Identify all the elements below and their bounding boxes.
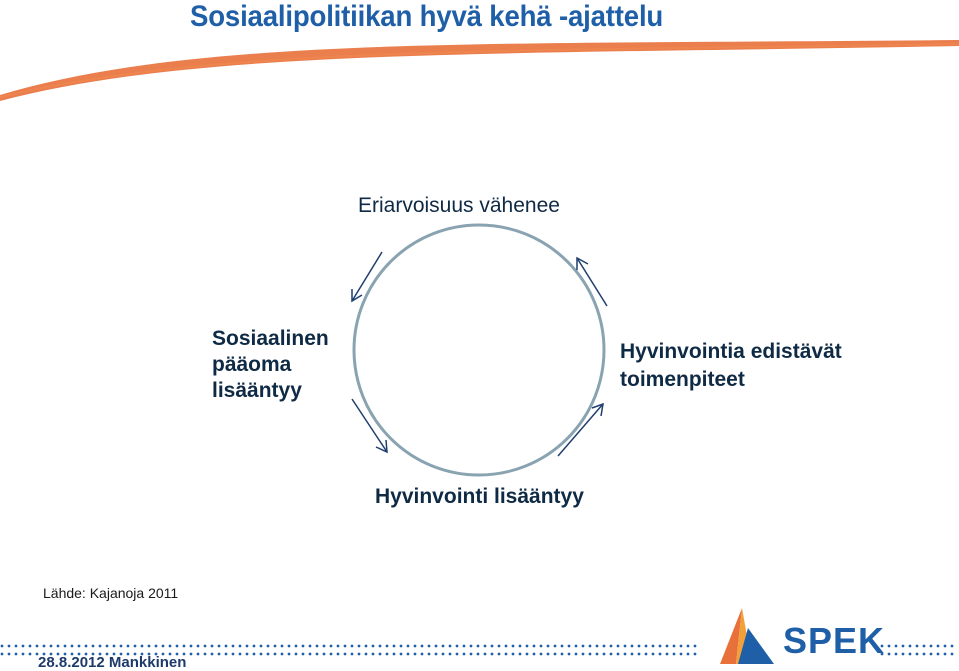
footer-dot xyxy=(937,645,940,648)
footer-dot xyxy=(533,645,536,648)
footer-dot xyxy=(694,645,697,648)
footer-dot xyxy=(645,645,648,648)
footer-dot xyxy=(407,653,410,656)
footer-dot xyxy=(909,653,912,656)
footer-dot xyxy=(540,653,543,656)
footer-dot xyxy=(281,645,284,648)
footer-dot xyxy=(895,653,898,656)
footer-dot xyxy=(155,645,158,648)
footer-dot xyxy=(127,645,130,648)
footer-dot xyxy=(540,645,543,648)
footer-dot xyxy=(916,653,919,656)
cycle-circle xyxy=(354,225,604,475)
footer-dot xyxy=(351,645,354,648)
footer-dot xyxy=(260,653,263,656)
footer-dot xyxy=(484,645,487,648)
footer-dot xyxy=(288,645,291,648)
footer-dot xyxy=(888,645,891,648)
footer-dot xyxy=(344,653,347,656)
logo-text: SPEK xyxy=(783,620,886,661)
footer-dot xyxy=(204,645,207,648)
footer-dot xyxy=(888,653,891,656)
footer-dot xyxy=(680,653,683,656)
footer-dot xyxy=(589,653,592,656)
footer-dot xyxy=(561,645,564,648)
footer-dot xyxy=(944,653,947,656)
footer-dot xyxy=(505,645,508,648)
footer-dot xyxy=(211,653,214,656)
source-citation: Lähde: Kajanoja 2011 xyxy=(43,585,179,601)
footer-dot xyxy=(435,645,438,648)
footer-dot xyxy=(218,653,221,656)
arrow-bottom-left xyxy=(352,399,387,452)
footer-dot xyxy=(204,653,207,656)
footer-dot xyxy=(232,653,235,656)
footer-dot xyxy=(923,645,926,648)
footer-dot xyxy=(463,645,466,648)
footer-dot xyxy=(393,653,396,656)
footer-dot xyxy=(470,653,473,656)
footer-dot xyxy=(526,645,529,648)
footer-dot xyxy=(547,653,550,656)
footer-dot xyxy=(1,653,4,656)
footer-dot xyxy=(169,645,172,648)
footer-dot xyxy=(568,653,571,656)
footer-dot xyxy=(190,653,193,656)
footer-dot xyxy=(951,645,954,648)
footer-dot xyxy=(610,645,613,648)
footer-dot xyxy=(85,645,88,648)
footer-dot xyxy=(386,653,389,656)
footer-dot xyxy=(323,653,326,656)
node-left-line: Sosiaalinen xyxy=(212,327,329,350)
footer-dot xyxy=(421,645,424,648)
footer-dot xyxy=(29,645,32,648)
footer-dot xyxy=(631,653,634,656)
footer-dot xyxy=(673,653,676,656)
footer-dot xyxy=(477,653,480,656)
footer-dot xyxy=(568,645,571,648)
footer-dot xyxy=(512,645,515,648)
footer-dot xyxy=(449,653,452,656)
footer-dot xyxy=(463,653,466,656)
footer-dot xyxy=(239,645,242,648)
footer-dot xyxy=(246,653,249,656)
footer-dot xyxy=(246,645,249,648)
footer-dot xyxy=(519,653,522,656)
footer-date: 28.8.2012 Mankkinen xyxy=(38,654,187,671)
footer-dot xyxy=(687,653,690,656)
footer-dot xyxy=(141,645,144,648)
footer-dot xyxy=(8,645,11,648)
footer-dot xyxy=(930,653,933,656)
footer-dot xyxy=(414,653,417,656)
footer-dot xyxy=(267,645,270,648)
node-hyvinvointi-lisaantyy: Hyvinvointi lisääntyy xyxy=(375,485,584,508)
footer-dot xyxy=(937,653,940,656)
footer-dot xyxy=(470,645,473,648)
footer-dot xyxy=(435,653,438,656)
footer-dot xyxy=(666,653,669,656)
footer-dot xyxy=(498,653,501,656)
footer-dot xyxy=(57,645,60,648)
footer-dot xyxy=(323,645,326,648)
footer-dot xyxy=(309,645,312,648)
footer-dot xyxy=(652,653,655,656)
footer-dot xyxy=(596,645,599,648)
footer-dot xyxy=(596,653,599,656)
footer-dot xyxy=(909,645,912,648)
footer-dot xyxy=(498,645,501,648)
footer-dot xyxy=(589,645,592,648)
footer-dot xyxy=(106,645,109,648)
footer-dot xyxy=(575,645,578,648)
footer-dot xyxy=(582,645,585,648)
footer-dot xyxy=(358,653,361,656)
footer-dot xyxy=(316,645,319,648)
footer-dot xyxy=(895,645,898,648)
footer-dot xyxy=(134,645,137,648)
footer-dot xyxy=(15,645,18,648)
footer-dot xyxy=(449,645,452,648)
footer-dot xyxy=(295,653,298,656)
footer-dot xyxy=(197,645,200,648)
footer-dot xyxy=(624,645,627,648)
footer-dot xyxy=(582,653,585,656)
footer-dot xyxy=(281,653,284,656)
footer-dot xyxy=(358,645,361,648)
footer-dot xyxy=(400,645,403,648)
footer-dot xyxy=(687,645,690,648)
footer-dot xyxy=(659,645,662,648)
node-right-line: Hyvinvointia edistävät xyxy=(620,340,842,363)
footer-dot xyxy=(71,645,74,648)
footer-dot xyxy=(512,653,515,656)
footer-dot xyxy=(225,645,228,648)
footer-dot xyxy=(22,645,25,648)
footer-dot xyxy=(8,653,11,656)
node-hyvinvointia-edistavat xyxy=(620,338,842,394)
footer-dot xyxy=(554,653,557,656)
footer-dot xyxy=(50,645,53,648)
footer-dot xyxy=(379,653,382,656)
footer-dot xyxy=(64,645,67,648)
footer-dot xyxy=(92,645,95,648)
footer-dot xyxy=(930,645,933,648)
footer-dot xyxy=(197,653,200,656)
footer-dot xyxy=(99,645,102,648)
footer-dot xyxy=(274,653,277,656)
footer-dot xyxy=(673,645,676,648)
footer-dot xyxy=(603,653,606,656)
footer-dot xyxy=(624,653,627,656)
footer-dot xyxy=(428,653,431,656)
footer-dot xyxy=(239,653,242,656)
node-left-line: lisääntyy xyxy=(212,379,302,402)
footer-dot xyxy=(477,645,480,648)
footer-dot xyxy=(902,645,905,648)
footer-dot xyxy=(916,645,919,648)
footer-dot xyxy=(365,645,368,648)
footer-dot xyxy=(288,653,291,656)
footer-dot xyxy=(22,653,25,656)
node-eriarvoisuus: Eriarvoisuus vähenee xyxy=(358,194,560,217)
footer-dot xyxy=(547,645,550,648)
footer-dot xyxy=(631,645,634,648)
footer-dot xyxy=(267,653,270,656)
footer-dot xyxy=(456,653,459,656)
footer-dot xyxy=(680,645,683,648)
footer-dot xyxy=(638,653,641,656)
footer-dot xyxy=(491,653,494,656)
footer-dot xyxy=(421,653,424,656)
footer-dot xyxy=(176,645,179,648)
footer-dot xyxy=(652,645,655,648)
footer-dot xyxy=(302,653,305,656)
footer-dot xyxy=(645,653,648,656)
footer-dot xyxy=(295,645,298,648)
footer-dot xyxy=(330,653,333,656)
footer-dot xyxy=(944,645,947,648)
footer-dot xyxy=(554,645,557,648)
footer-dot xyxy=(393,645,396,648)
footer-dot xyxy=(456,645,459,648)
footer-dot xyxy=(386,645,389,648)
footer-dot xyxy=(372,645,375,648)
footer-dot xyxy=(505,653,508,656)
footer-dot xyxy=(148,645,151,648)
node-sosiaalinen-paaoma xyxy=(212,326,329,404)
footer-dot xyxy=(372,653,375,656)
node-left-line: pääoma xyxy=(212,353,292,376)
slide-title: Sosiaalipolitiikan hyvä kehä -ajattelu xyxy=(190,0,664,33)
footer-dot xyxy=(442,653,445,656)
footer-dot xyxy=(330,645,333,648)
footer-dot xyxy=(659,653,662,656)
footer-dot xyxy=(1,645,4,648)
footer-dot xyxy=(225,653,228,656)
footer-dot xyxy=(617,645,620,648)
footer-dot xyxy=(610,653,613,656)
footer-dot xyxy=(274,645,277,648)
footer-dot xyxy=(902,653,905,656)
footer-dot xyxy=(694,653,697,656)
footer-dot xyxy=(603,645,606,648)
footer-dot xyxy=(519,645,522,648)
node-right-line: toimenpiteet xyxy=(620,368,745,391)
footer-dot xyxy=(365,653,368,656)
footer-dot xyxy=(617,653,620,656)
footer-dot xyxy=(491,645,494,648)
footer-dot xyxy=(113,645,116,648)
footer-dot xyxy=(923,653,926,656)
footer-dot xyxy=(561,653,564,656)
footer-dot xyxy=(337,645,340,648)
footer-dot xyxy=(484,653,487,656)
footer-dot xyxy=(218,645,221,648)
footer-dot xyxy=(414,645,417,648)
footer-dot xyxy=(78,645,81,648)
footer-dot xyxy=(15,653,18,656)
footer-dot xyxy=(253,653,256,656)
footer-dot xyxy=(575,653,578,656)
footer-dot xyxy=(36,645,39,648)
footer-dot xyxy=(407,645,410,648)
footer-dot xyxy=(526,653,529,656)
footer-dot xyxy=(183,645,186,648)
footer-dot xyxy=(428,645,431,648)
footer-dot xyxy=(190,645,193,648)
footer-dot xyxy=(379,645,382,648)
footer-dot xyxy=(533,653,536,656)
footer-dot xyxy=(316,653,319,656)
footer-dot xyxy=(400,653,403,656)
footer-dot xyxy=(638,645,641,648)
spek-flame-logo-icon xyxy=(712,606,782,668)
footer-dot xyxy=(337,653,340,656)
footer-dot xyxy=(309,653,312,656)
footer-dot xyxy=(344,645,347,648)
footer-dot xyxy=(232,645,235,648)
footer-dot xyxy=(211,645,214,648)
footer-dot xyxy=(120,645,123,648)
footer-dot xyxy=(29,653,32,656)
footer-dot xyxy=(260,645,263,648)
footer-dot xyxy=(302,645,305,648)
footer-dot xyxy=(951,653,954,656)
footer-dot xyxy=(162,645,165,648)
footer-dot xyxy=(43,645,46,648)
arrow-bottom-right xyxy=(558,404,603,456)
footer-dot xyxy=(666,645,669,648)
footer-dot xyxy=(351,653,354,656)
footer-dot xyxy=(442,645,445,648)
footer-dot xyxy=(253,645,256,648)
